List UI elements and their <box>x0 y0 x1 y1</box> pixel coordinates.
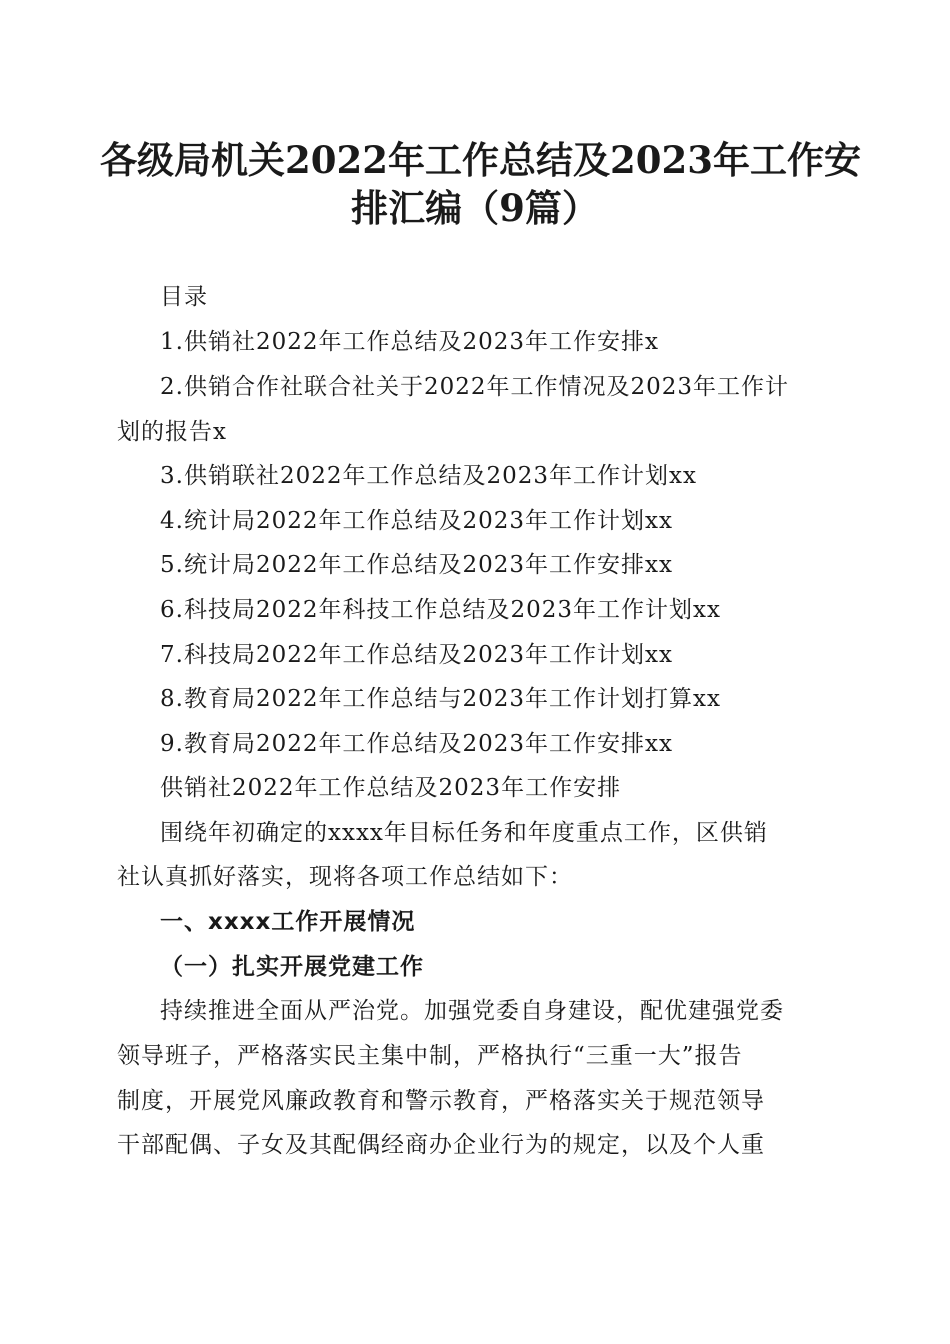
toc-item-5[interactable]: 5.统计局2022年工作总结及2023年工作安排xx <box>160 552 673 578</box>
toc-item-2-continued[interactable]: 划的报告x <box>117 419 227 445</box>
document-title-line-1: 各级局机关2022年工作总结及2023年工作安 <box>100 138 861 182</box>
section-title: 供销社2022年工作总结及2023年工作安排 <box>160 775 622 801</box>
toc-item-1[interactable]: 1.供销社2022年工作总结及2023年工作安排x <box>160 329 659 355</box>
intro-line-2: 社认真抓好落实，现将各项工作总结如下： <box>117 864 573 890</box>
toc-item-8[interactable]: 8.教育局2022年工作总结与2023年工作计划打算xx <box>160 686 721 712</box>
body-line-3: 制度，开展党风廉政教育和警示教育，严格落实关于规范领导 <box>117 1088 765 1114</box>
heading-level-2: （一）扎实开展党建工作 <box>160 954 424 980</box>
body-line-4: 干部配偶、子女及其配偶经商办企业行为的规定，以及个人重 <box>117 1132 765 1158</box>
document-title-line-2: 排汇编（9篇） <box>351 186 599 230</box>
toc-item-6[interactable]: 6.科技局2022年科技工作总结及2023年工作计划xx <box>160 597 721 623</box>
toc-item-9[interactable]: 9.教育局2022年工作总结及2023年工作安排xx <box>160 731 673 757</box>
toc-item-7[interactable]: 7.科技局2022年工作总结及2023年工作计划xx <box>160 642 673 668</box>
toc-item-2[interactable]: 2.供销合作社联合社关于2022年工作情况及2023年工作计 <box>160 374 790 400</box>
toc-item-3[interactable]: 3.供销联社2022年工作总结及2023年工作计划xx <box>160 463 697 489</box>
body-line-2: 领导班子，严格落实民主集中制，严格执行“三重一大”报告 <box>117 1043 743 1069</box>
toc-item-4[interactable]: 4.统计局2022年工作总结及2023年工作计划xx <box>160 508 673 534</box>
intro-line-1: 围绕年初确定的xxxx年目标任务和年度重点工作，区供销 <box>160 820 768 846</box>
heading-level-1: 一、xxxx工作开展情况 <box>160 909 416 935</box>
toc-heading: 目录 <box>160 284 208 310</box>
body-line-1: 持续推进全面从严治党。加强党委自身建设，配优建强党委 <box>160 998 784 1024</box>
